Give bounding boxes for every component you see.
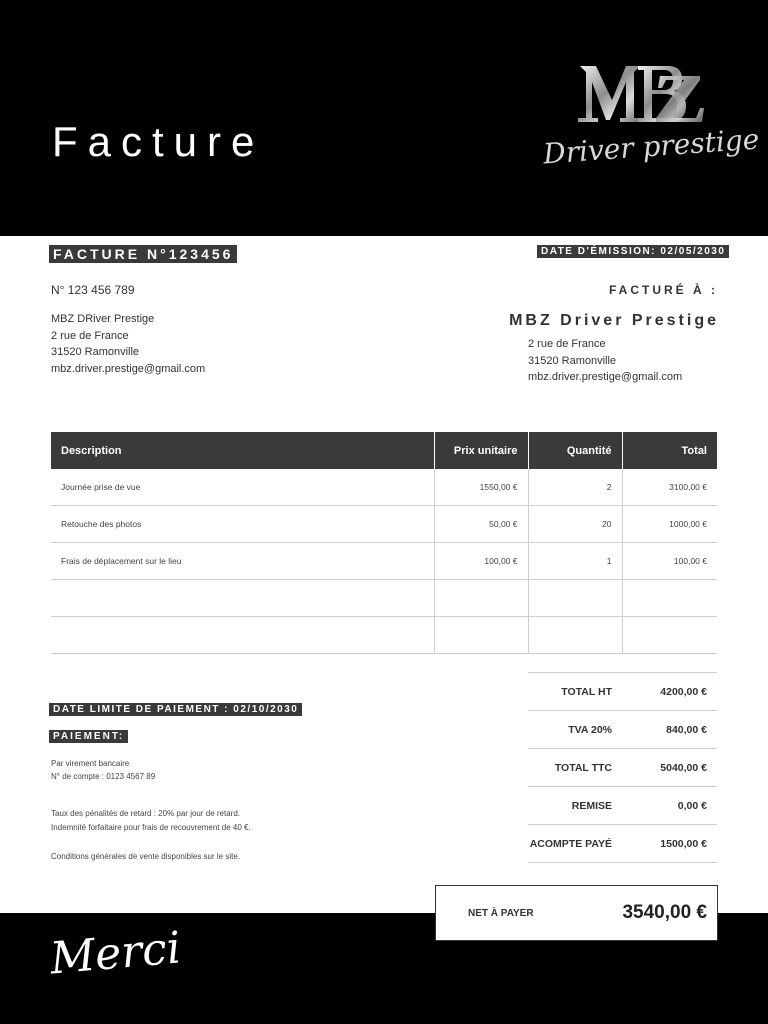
total-ttc-label: TOTAL TTC xyxy=(554,761,612,774)
deposit-label: ACOMPTE PAYÉ xyxy=(529,837,612,850)
cell-description: Retouche des photos xyxy=(51,506,434,543)
net-payable-label: NET À PAYER xyxy=(468,907,534,919)
cell-quantity: 1 xyxy=(528,543,622,580)
table-row-empty xyxy=(51,617,717,654)
deposit-value: 1500,00 € xyxy=(660,837,707,850)
billed-to-label: FACTURÉ À : xyxy=(609,283,718,297)
cell-total xyxy=(622,580,717,617)
late-penalties xyxy=(51,807,251,834)
page-title: Facture xyxy=(52,118,265,165)
sender-name: MBZ DRiver Prestige xyxy=(51,313,155,325)
total-ttc-value: 5040,00 € xyxy=(660,761,707,774)
client-email: mbz.driver.prestige@gmail.com xyxy=(528,371,683,383)
table-row xyxy=(51,469,717,506)
totals-panel xyxy=(528,672,717,863)
vat-value: 840,00 € xyxy=(666,723,707,736)
cell-description xyxy=(51,617,434,654)
items-table xyxy=(51,432,717,654)
cell-total: 3100,00 € xyxy=(622,469,717,506)
discount-row xyxy=(528,787,717,825)
cell-total: 1000,00 € xyxy=(622,506,717,543)
cell-quantity xyxy=(528,580,622,617)
cell-quantity: 20 xyxy=(528,506,622,543)
cell-total: 100,00 € xyxy=(622,543,717,580)
client-city: 31520 Ramonville xyxy=(528,354,617,367)
sender-email: mbz.driver.prestige@gmail.com xyxy=(51,362,206,375)
column-header-description: Description xyxy=(51,432,434,469)
issue-date-badge: DATE D'ÉMISSION: 02/05/2030 xyxy=(537,245,729,258)
column-header-quantity: Quantité xyxy=(528,432,622,469)
total-ht-label: TOTAL HT xyxy=(561,685,612,698)
penalty-rate-line: Taux des pénalités de retard : 20% par jour de retard. xyxy=(51,809,240,818)
cell-quantity: 2 xyxy=(528,469,622,506)
terms-note: Conditions générales de vente disponibles sur le site. xyxy=(51,852,241,861)
thanks-signature: Merci xyxy=(48,922,183,985)
discount-value: 0,00 € xyxy=(677,799,707,812)
vat-row xyxy=(528,711,717,749)
sender-street: 2 rue de France xyxy=(51,329,129,342)
vat-label: TVA 20% xyxy=(568,723,612,736)
table-row xyxy=(51,543,717,580)
total-ht-value: 4200,00 € xyxy=(660,685,707,698)
cell-unit-price: 50,00 € xyxy=(434,506,528,543)
account-number-line: N° de compte : 0123 4567 89 xyxy=(51,771,156,781)
discount-label: REMISE xyxy=(571,799,612,812)
net-payable-value: 3540,00 € xyxy=(622,902,707,923)
client-name: MBZ Driver Prestige xyxy=(509,312,719,329)
cell-description xyxy=(51,580,434,617)
column-header-unit-price: Prix unitaire xyxy=(434,432,528,469)
net-payable-box xyxy=(435,885,718,941)
table-header-row xyxy=(51,432,717,469)
column-header-total: Total xyxy=(622,432,717,469)
payment-method xyxy=(51,758,155,783)
due-date-badge: DATE LIMITE DE PAIEMENT : 02/10/2030 xyxy=(49,703,302,716)
cell-unit-price xyxy=(434,580,528,617)
table-row xyxy=(51,506,717,543)
table-row-empty xyxy=(51,580,717,617)
cell-description: Frais de déplacement sur le lieu xyxy=(51,543,434,580)
cell-unit-price: 100,00 € xyxy=(434,543,528,580)
client-street: 2 rue de France xyxy=(528,338,606,350)
cell-total xyxy=(622,617,717,654)
sender-city: 31520 Ramonville xyxy=(51,346,140,358)
cell-description: Journée prise de vue xyxy=(51,469,434,506)
recovery-fee-line: Indemnité forfaitaire pour frais de recouvrement de 40 €. xyxy=(51,822,251,832)
invoice-number-badge: FACTURE N°123456 xyxy=(49,245,237,263)
cell-quantity xyxy=(528,617,622,654)
client-address xyxy=(528,336,682,386)
deposit-row xyxy=(528,825,717,863)
sender-address xyxy=(51,311,205,377)
total-ht-row xyxy=(528,673,717,711)
total-ttc-row xyxy=(528,749,717,787)
cell-unit-price xyxy=(434,617,528,654)
payment-method-line: Par virement bancaire xyxy=(51,759,130,768)
payment-badge: PAIEMENT: xyxy=(49,730,128,743)
sender-number: N° 123 456 789 xyxy=(51,283,135,297)
cell-unit-price: 1550,00 € xyxy=(434,469,528,506)
logo-script-text: Driver prestige xyxy=(542,122,761,171)
